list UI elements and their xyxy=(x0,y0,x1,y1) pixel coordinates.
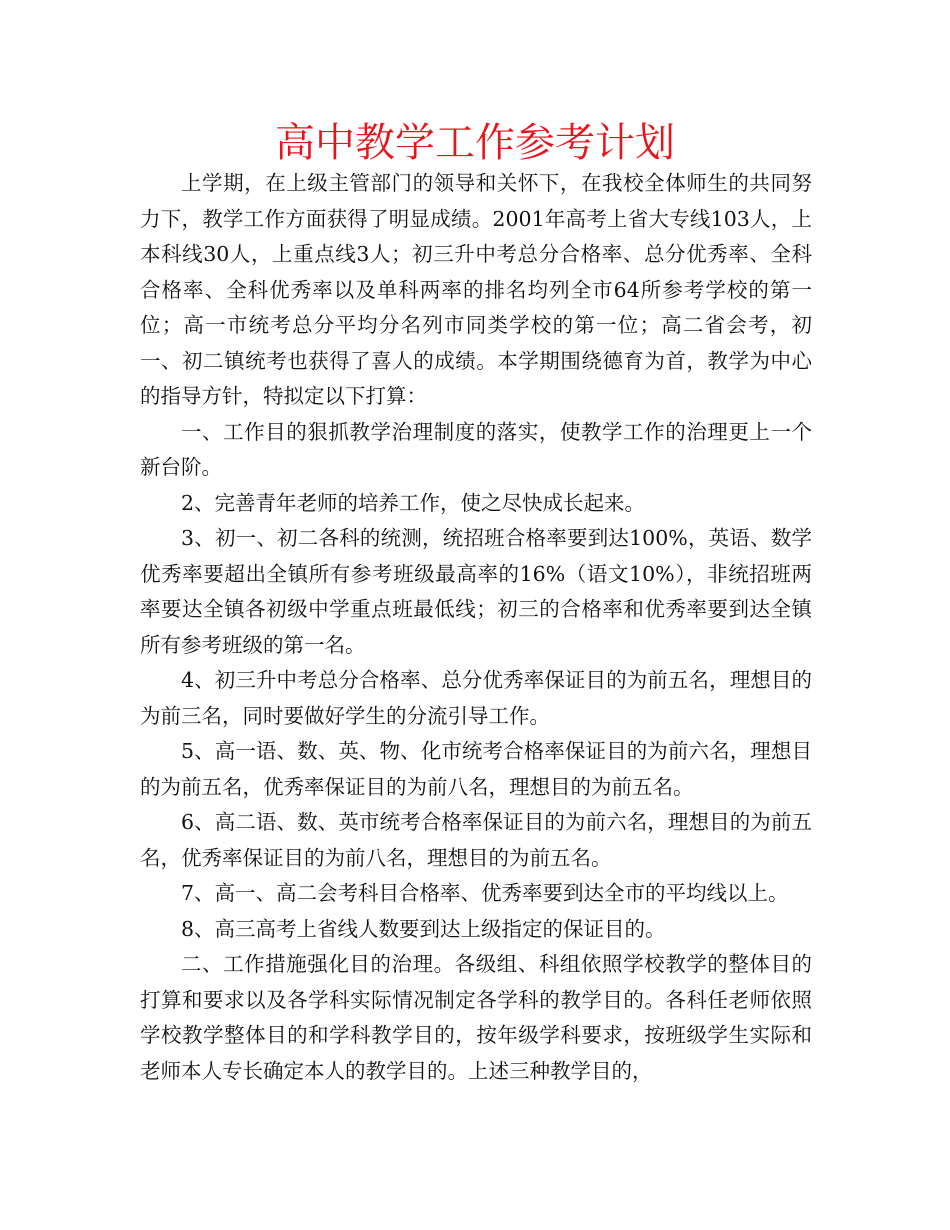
document-body xyxy=(140,166,812,1089)
paragraph-goal-4: 4、初三升中考总分合格率、总分优秀率保证目的为前五名，理想目的为前三名，同时要做好学生的分流引导工作。 xyxy=(140,668,812,728)
paragraph-goal-3: 3、初一、初二各科的统测，统招班合格率要到达100%，英语、数学优秀率要超出全镇所有参考班级最高率的16%（语文10%），非统招班两率要达全镇各初级中学重点班最低线；初三的合格率和优秀率要到达全镇所有参考班级的第一名。 xyxy=(140,526,812,657)
paragraph-goal-6: 6、高二语、数、英市统考合格率保证目的为前六名，理想目的为前五名，优秀率保证目的为前八名，理想目的为前五名。 xyxy=(140,810,812,870)
paragraph-goal-5: 5、高一语、数、英、物、化市统考合格率保证目的为前六名，理想目的为前五名，优秀率保证目的为前八名，理想目的为前五名。 xyxy=(140,739,812,799)
paragraph-goal-8: 8、高三高考上省线人数要到达上级指定的保证目的。 xyxy=(181,916,666,941)
paragraph-measures: 二、工作措施强化目的治理。各级组、科组依照学校教学的整体目的打算和要求以及各学科实际情况制定各学科的教学目的。各科任老师依照学校教学整体目的和学科教学目的，按年级学科要求，按班级学生实际和老师本人专长确定本人的教学目的。上述三种教学目的， xyxy=(140,952,812,1083)
paragraph-goal-7: 7、高一、高二会考科目合格率、优秀率要到达全市的平均线以上。 xyxy=(181,881,789,905)
paragraph-intro: 上学期，在上级主管部门的领导和关怀下，在我校全体师生的共同努力下，教学工作方面获得了明显成绩。2001年高考上省大专线103人，上本科线30人，上重点线3人；初三升中考总分合格率、总分优秀率、全科合格率、全科优秀率以及单科两率的排名均列全市64所参考学校的第一位；高一市统考总分平均分名列市同类学校的第一位；高二省会考，初一、初二镇统考也获得了喜人的成绩。本学期围绕德育为首，教学为中心的指导方针，特拟定以下打算： xyxy=(140,171,812,408)
paragraph-goal-heading: 一、工作目的狠抓教学治理制度的落实，使教学工作的治理更上一个新台阶。 xyxy=(140,419,812,479)
paragraph-goal-2: 2、完善青年老师的培养工作，使之尽快成长起来。 xyxy=(181,490,646,515)
document-title: 高中教学工作参考计划 xyxy=(275,120,675,166)
